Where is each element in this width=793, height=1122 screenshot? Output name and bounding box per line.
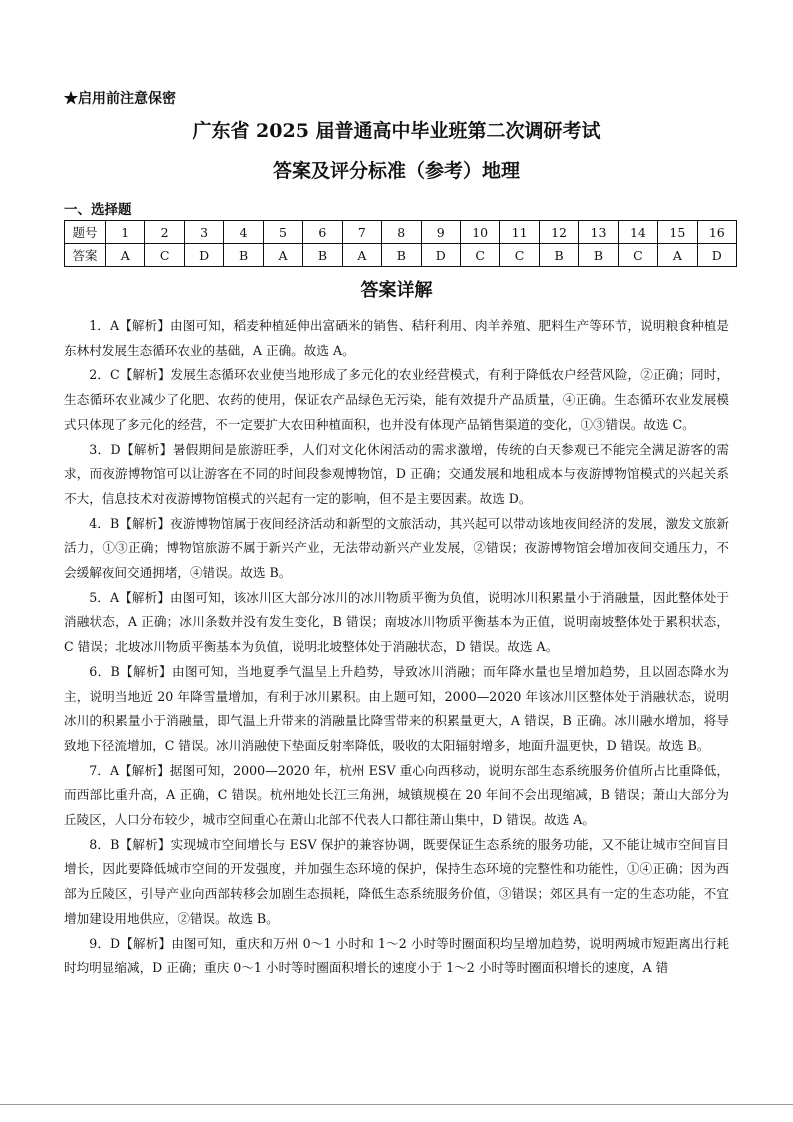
answer-cell: A (658, 244, 697, 267)
question-number: 2 (145, 221, 184, 244)
question-number: 13 (579, 221, 618, 244)
exam-title: 广东省 2025 届普通高中毕业班第二次调研考试 (192, 120, 601, 142)
question-number: 10 (460, 221, 499, 244)
answer-explanations (64, 314, 729, 981)
question-number: 15 (658, 221, 697, 244)
question-number: 8 (382, 221, 421, 244)
answer-cell: C (460, 244, 499, 267)
explanation-paragraph: 5．A【解析】由图可知，该冰川区大部分冰川的冰川物质平衡为负值，说明冰川积累量小于消融量，因此整体处于消融状态，A 正确；冰川条数并没有发生变化，B 错误；南坡冰川物质平衡基本为正值，说明南坡整体处于累积状态，C 错误；北坡冰川物质平衡基本为负值，说明北坡整体处于消融状态，D 错误。故选 A。 (64, 589, 729, 655)
explanation-paragraph: 2．C【解析】发展生态循环农业使当地形成了多元化的农业经营模式，有利于降低农户经营风险，②正确；同时，生态循环农业减少了化肥、农药的使用，保证农产品绿色无污染，能有效提升产品质量，④正确。生态循环农业发展模式只体现了多元化的经营，不一定要扩大农田种植面积，也并没有体现产品销售渠道的变化，①③错误。故选 C。 (64, 367, 729, 432)
question-number: 6 (303, 221, 342, 244)
answer-table (64, 220, 737, 267)
question-number: 3 (184, 221, 223, 244)
row-label-number: 题号 (65, 221, 106, 244)
answer-cell: D (697, 244, 736, 267)
section-heading-choice: 一、选择题 (64, 202, 132, 218)
answer-cell: B (579, 244, 618, 267)
explanation-paragraph: 1．A【解析】由图可知，稻麦种植延伸出富硒米的销售、秸秆利用、肉羊养殖、肥料生产等环节，说明粮食种植是东林村发展生态循环农业的基础，A 正确。故选 A。 (64, 318, 729, 358)
answer-cell: D (421, 244, 460, 267)
question-number: 4 (224, 221, 263, 244)
question-number: 12 (539, 221, 578, 244)
question-number: 11 (500, 221, 539, 244)
answer-cell: C (145, 244, 184, 267)
answer-cell: A (342, 244, 381, 267)
answer-cell: B (224, 244, 263, 267)
explanation-paragraph: 9．D【解析】由图可知，重庆和万州 0～1 小时和 1～2 小时等时圈面积均呈增加趋势，说明两城市短距离出行耗时均明显缩减，D 正确；重庆 0～1 小时等时圈面积增长的速度小于 1～2 小时等时圈面积增长的速度，A 错 (64, 935, 729, 976)
answer-cell: C (618, 244, 657, 267)
answer-cell: B (303, 244, 342, 267)
explanation-paragraph: 6．B【解析】由图可知，当地夏季气温呈上升趋势，导致冰川消融；而年降水量也呈增加趋势，且以固态降水为主，说明当地近 20 年降雪量增加，有利于冰川累积。由上题可知，2000—2020 年该冰川区整体处于消融状态，说明冰川的积累量小于消融量，即气温上升带来的消融量比降雪带来的积累量更大，A 错误，B 正确。冰川融水增加，将导致地下径流增加，C 错误。冰川消融使下垫面反射率降低，吸收的太阳辐射增多，地面升温更快，D 错误。故选 B。 (64, 663, 729, 753)
question-number: 16 (697, 221, 736, 244)
question-number: 1 (106, 221, 145, 244)
question-number: 5 (263, 221, 302, 244)
answer-cell: B (382, 244, 421, 267)
answer-cell: C (500, 244, 539, 267)
explanation-paragraph: 8．B【解析】实现城市空间增长与 ESV 保护的兼容协调，既要保证生态系统的服务功能，又不能让城市空间盲目增长，因此要降低城市空间的开发强度，并加强生态环境的保护，保持生态环境的完整性和功能性，①④正确；因为西部为丘陵区，引导产业向西部转移会加剧生态损耗，降低生态系统服务价值，③错误；郊区具有一定的生态功能，不宜增加建设用地供应，②错误。故选 B。 (64, 836, 729, 926)
details-heading: 答案详解 (360, 280, 433, 301)
confidential-note: ★启用前注意保密 (64, 91, 176, 107)
answer-cell: A (263, 244, 302, 267)
answer-row (65, 244, 737, 267)
row-label-answer: 答案 (65, 244, 106, 267)
answer-cell: B (539, 244, 578, 267)
explanation-paragraph: 7．A【解析】据图可知，2000—2020 年，杭州 ESV 重心向西移动，说明东部生态系统服务价值所占比重降低，而西部比重升高，A 正确，C 错误。杭州地处长江三角洲，城镇规模在 20 年间不会出现缩减，B 错误；萧山大部分为丘陵区，人口分布较少，城市空间重心在萧山北部不代表人口都往萧山集中，D 错误。故选 A。 (64, 762, 729, 828)
footer-divider (0, 1104, 793, 1105)
question-number: 9 (421, 221, 460, 244)
question-number: 7 (342, 221, 381, 244)
answer-cell: A (106, 244, 145, 267)
question-number-row (65, 221, 737, 244)
answer-cell: D (184, 244, 223, 267)
question-number: 14 (618, 221, 657, 244)
explanation-paragraph: 3．D【解析】暑假期间是旅游旺季，人们对文化休闲活动的需求激增，传统的白天参观已不能完全满足游客的需求，而夜游博物馆可以让游客在不同的时间段参观博物馆，D 正确；交通发展和地租成本与夜游博物馆模式的兴起关系不大，信息技术对夜游博物馆模式的兴起有一定的影响，但不是主要因素。故选 D。 (64, 441, 729, 506)
explanation-paragraph: 4．B【解析】夜游博物馆属于夜间经济活动和新型的文旅活动，其兴起可以带动该地夜间经济的发展，激发文旅新活力，①③正确；博物馆旅游不属于新兴产业，无法带动新兴产业发展，②错误；夜游博物馆会增加夜间交通压力，不会缓解夜间交通拥堵，④错误。故选 B。 (64, 515, 729, 581)
exam-subtitle: 答案及评分标准（参考）地理 (272, 160, 520, 182)
